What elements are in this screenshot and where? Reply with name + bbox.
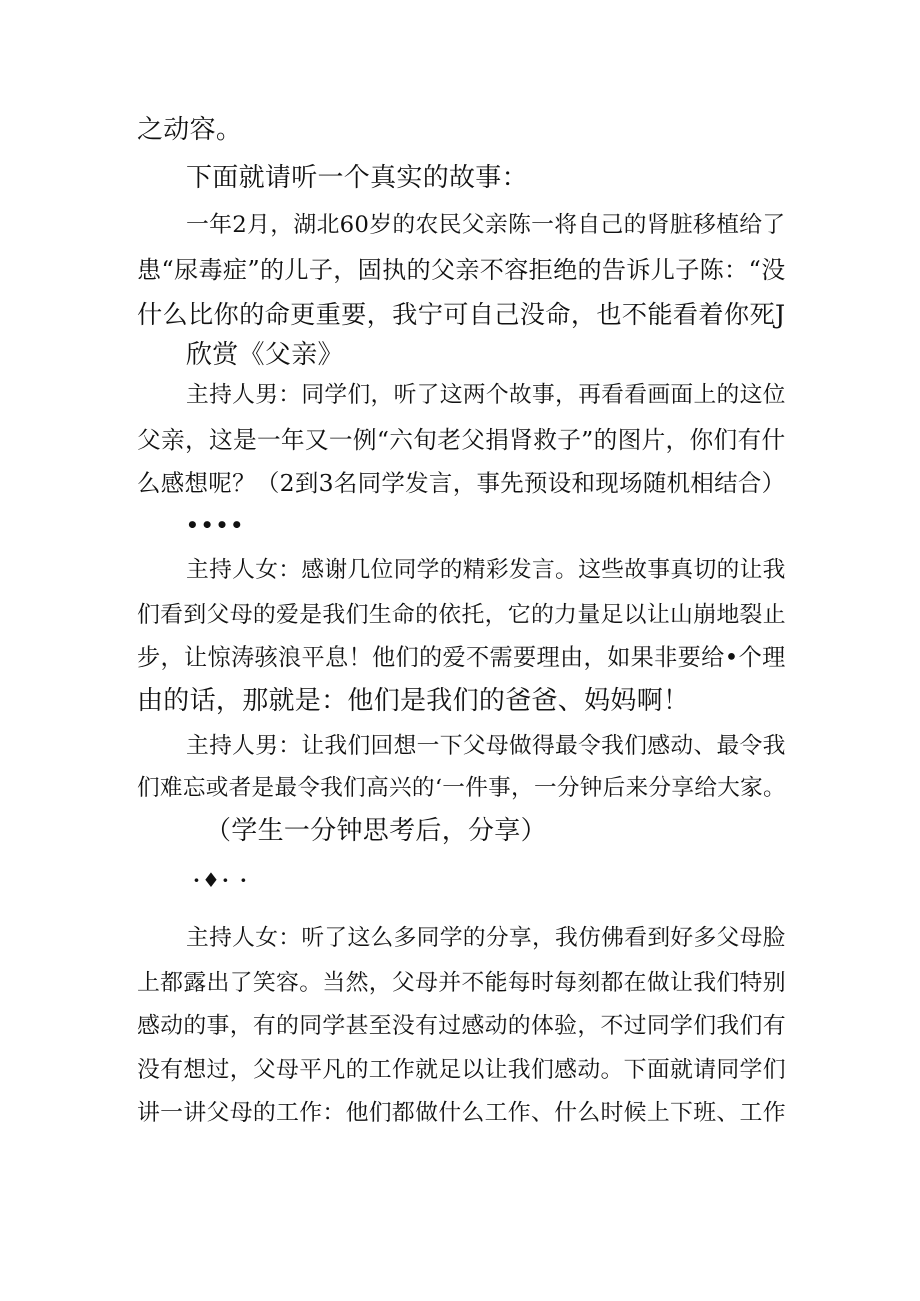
text-line: 没有想过，父母平凡的工作就足以让我们感动。下面就请同学们 [137,1057,786,1083]
text-line: 之动容。 [137,115,243,145]
text-line: 主持人男：让我们回想一下父母做得最令我们感动、最令我 [186,733,786,759]
text-line: 下面就请听一个真实的故事： [186,163,528,193]
text-line: 主持人女：感谢几位同学的精彩发言。这些故事真切的让我 [186,557,786,583]
text-line: 一年2月，湖北60岁的农民父亲陈一将自己的肾脏移植给了 [186,212,786,238]
text-line: 患“尿毒症”的儿子，固执的父亲不容拒绝的告诉儿子陈：“没 [137,256,786,284]
text-line: 主持人女：听了这么多同学的分享，我仿佛看到好多父母脸 [186,925,786,951]
text-line: 步，让惊涛骇浪平息！他们的爱不需要理由，如果非要给•个理 [137,644,786,671]
text-line: 欣赏《父亲》 [186,340,344,370]
text-line: 感动的事，有的同学甚至没有过感动的体验，不过同学们我们有 [137,1013,786,1039]
text-line: 们看到父母的爱是我们生命的依托，它的力量足以让山崩地裂止 [137,602,786,628]
text-line: 们难忘或者是最令我们高兴的‘一件事，一分钟后来分享给大家。 [137,775,786,801]
text-line: 什么比你的命更重要，我宁可自己没命，也不能看着你死J [137,300,786,329]
text-line: （学生一分钟思考后，分享） [205,816,547,846]
text-line: 么感想呢？（2到3名同学发言，事先预设和现场随机相结合） [137,469,786,497]
text-line: 父亲，这是一年又一例“六旬老父捐肾救子”的图片，你们有什 [137,426,786,454]
ellipsis-dots: ·♦· · [193,868,249,892]
text-line: 由的话，那就是：他们是我们的爸爸、妈妈啊！ [137,686,690,716]
text-line: 上都露出了笑容。当然，父母并不能每时每刻都在做让我们特别 [137,970,786,996]
text-line: 主持人男：同学们，听了这两个故事，再看看画面上的这位 [186,382,786,408]
text-line: 讲一讲父母的工作：他们都做什么工作、什么时候上下班、工作 [137,1100,786,1126]
ellipsis-dots: •••• [186,513,246,537]
